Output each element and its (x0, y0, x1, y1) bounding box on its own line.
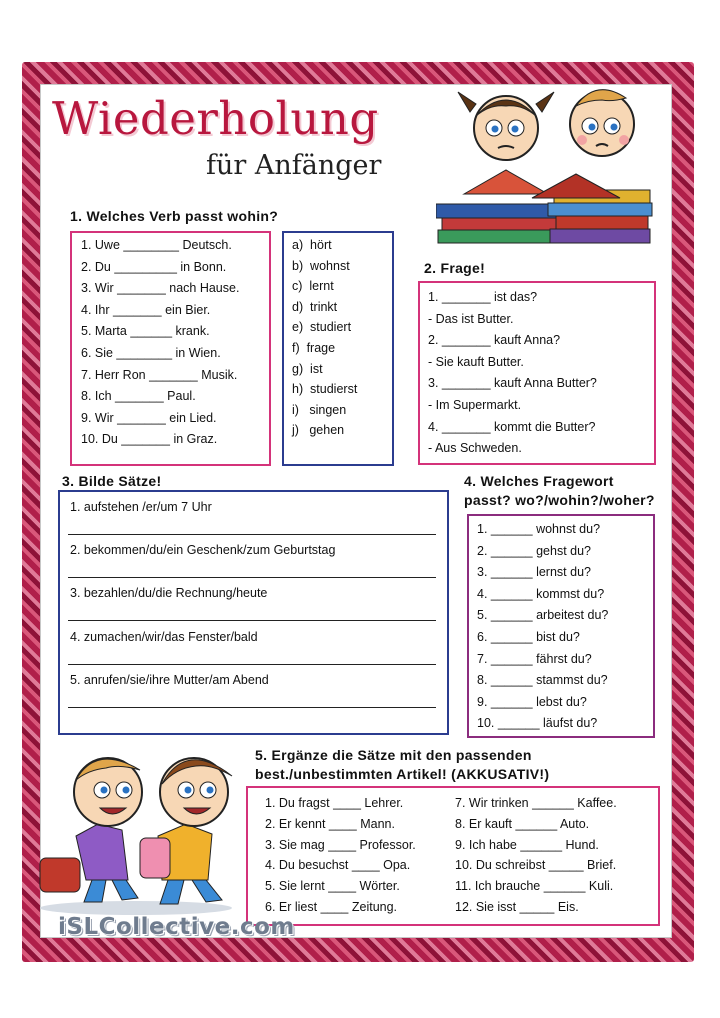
exercise-2-line: 2. _______ kauft Anna? (428, 333, 561, 348)
answer-line[interactable] (68, 664, 436, 665)
exercise-4-line: 1. ______ wohnst du? (477, 522, 601, 536)
exercise-3-prompt: 2. bekommen/du/ein Geschenk/zum Geburtstag (70, 543, 336, 558)
exercise-5-sentence: 1. Du fragst ____ Lehrer. (265, 796, 404, 810)
exercise-5-sentence: 11. Ich brauche ______ Kuli. (455, 879, 614, 894)
exercise-2-line: - Das ist Butter. (428, 311, 514, 326)
exercise-2-line: - Aus Schweden. (428, 441, 522, 456)
exercise-3-prompt: 3. bezahlen/du/die Rechnung/heute (70, 586, 268, 601)
exercise-4-line: 7. ______ fährst du? (477, 651, 592, 666)
exercise-4-line: 4. ______ kommst du? (477, 586, 605, 601)
exercise-2-line: - Sie kauft Butter. (428, 354, 524, 369)
exercise-5-sentence: 7. Wir trinken ______ Kaffee. (455, 796, 617, 810)
watermark: iSLCollective.com (58, 914, 295, 940)
exercise-3-prompt: 1. aufstehen /er/um 7 Uhr (70, 500, 212, 514)
exercise-5-sentence: 10. Du schreibst _____ Brief. (455, 858, 617, 873)
exercise-5-sentence: 12. Sie isst _____ Eis. (455, 900, 579, 914)
exercise-2-line: 1. _______ ist das? (428, 290, 538, 304)
exercise-5-sentence: 5. Sie lernt ____ Wörter. (265, 879, 400, 894)
exercise-1-verb-option: h) studierst (292, 382, 358, 397)
exercise-4-line: 8. ______ stammst du? (477, 673, 608, 688)
exercise-1-verb-option: g) ist (292, 361, 323, 376)
exercise-1-verb-option: j) gehen (292, 423, 345, 438)
exercise-5-sentence: 4. Du besuchst ____ Opa. (265, 858, 411, 873)
exercise-5-heading-line2: best./unbestimmten Artikel! (AKKUSATIV!) (255, 766, 550, 782)
exercise-1-sentence: 9. Wir _______ ein Lied. (81, 410, 217, 425)
answer-line[interactable] (68, 577, 436, 578)
exercise-1-verb-option: d) trinkt (292, 299, 338, 314)
exercise-1-sentence: 6. Sie ________ in Wien. (81, 346, 221, 360)
worksheet-title: Wiederholung (52, 92, 379, 145)
kids-reading-illustration (436, 86, 668, 256)
exercise-1-sentence: 5. Marta ______ krank. (81, 324, 210, 339)
answer-line[interactable] (68, 620, 436, 621)
kids-walking-illustration (36, 740, 242, 916)
exercise-1-sentence: 1. Uwe ________ Deutsch. (81, 238, 232, 252)
exercise-2-box (418, 281, 656, 465)
exercise-5-sentence: 2. Er kennt ____ Mann. (265, 816, 395, 831)
exercise-5-sentence: 3. Sie mag ____ Professor. (265, 837, 416, 852)
exercise-4-heading-line1: 4. Welches Fragewort (464, 473, 614, 489)
exercise-5-sentence: 6. Er liest ____ Zeitung. (265, 900, 398, 914)
exercise-2-line: 3. _______ kauft Anna Butter? (428, 376, 597, 391)
exercise-5-heading-line1: 5. Ergänze die Sätze mit den passenden (255, 747, 532, 763)
exercise-1-sentence: 8. Ich _______ Paul. (81, 389, 196, 404)
exercise-1-sentence: 3. Wir _______ nach Hause. (81, 281, 240, 296)
exercise-4-line: 6. ______ bist du? (477, 630, 580, 644)
exercise-4-line: 10. ______ läufst du? (477, 716, 598, 731)
exercise-5-sentence: 9. Ich habe ______ Hund. (455, 837, 599, 852)
answer-line[interactable] (68, 534, 436, 535)
exercise-4-heading-line2: passt? wo?/wohin?/woher? (464, 492, 655, 508)
exercise-2-line: - Im Supermarkt. (428, 398, 522, 412)
exercise-5-sentence: 8. Er kauft ______ Auto. (455, 816, 590, 831)
exercise-1-sentence: 4. Ihr _______ ein Bier. (81, 302, 211, 317)
exercise-2-line: 4. _______ kommt die Butter? (428, 419, 596, 434)
exercise-1-sentence: 2. Du _________ in Bonn. (81, 259, 227, 274)
exercise-1-verb-option: i) singen (292, 402, 347, 417)
exercise-4-line: 9. ______ lebst du? (477, 694, 587, 709)
exercise-3-box (58, 490, 449, 735)
answer-line[interactable] (68, 707, 436, 708)
exercise-1-verb-option: c) lernt (292, 279, 334, 294)
exercise-3-prompt: 4. zumachen/wir/das Fenster/bald (70, 629, 258, 644)
exercise-1-verb-option: f) frage (292, 341, 336, 355)
worksheet-subtitle: für Anfänger (206, 150, 382, 181)
exercise-2-heading: 2. Frage! (424, 260, 486, 276)
exercise-3-heading: 3. Bilde Sätze! (62, 473, 162, 489)
exercise-1-sentence: 7. Herr Ron _______ Musik. (81, 367, 238, 382)
exercise-4-line: 3. ______ lernst du? (477, 565, 591, 580)
exercise-4-line: 2. ______ gehst du? (477, 543, 591, 558)
exercise-1-heading: 1. Welches Verb passt wohin? (70, 208, 279, 224)
exercise-1-verb-option: e) studiert (292, 320, 352, 335)
exercise-1-verb-option: b) wohnst (292, 258, 350, 273)
exercise-4-line: 5. ______ arbeitest du? (477, 608, 609, 623)
exercise-1-sentence: 10. Du _______ in Graz. (81, 432, 218, 447)
exercise-1-verb-option: a) hört (292, 238, 332, 252)
exercise-3-prompt: 5. anrufen/sie/ihre Mutter/am Abend (70, 672, 269, 687)
